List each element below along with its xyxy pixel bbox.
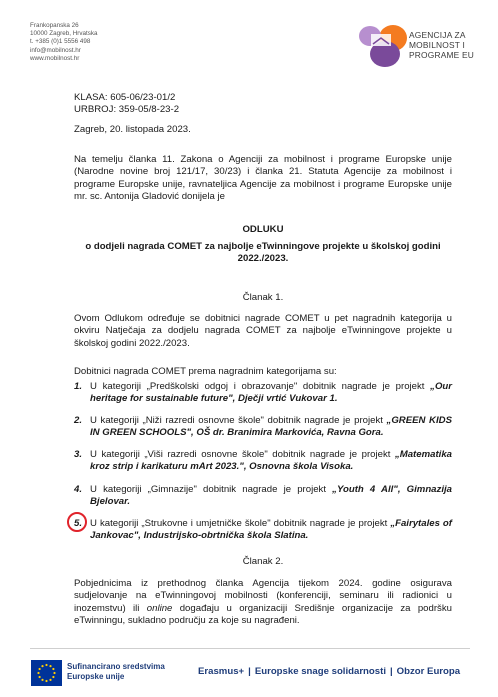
footer-divider (30, 648, 470, 649)
list-text (74, 484, 452, 509)
eu-flag-icon (31, 660, 62, 686)
document-subtitle: o dodjeli nagrada COMET za najbolje eTwinningove projekte u školskoj godini 2022./2023. (85, 241, 441, 265)
project-winner: „Our heritage for sustainable future", Dječji vrtić Vukovar 1. (90, 381, 452, 405)
list-number: 1. (74, 381, 83, 392)
red-circle-marker (67, 512, 87, 532)
list-item (74, 449, 452, 474)
category-text: U kategoriji „Predškolski odgoj i obrazovanje" dobitnik nagrade je projekt (90, 381, 431, 392)
program-erasmus: Erasmus+ (198, 666, 245, 677)
list-item (74, 415, 452, 440)
email-line: info@mobilnost.hr (30, 46, 81, 54)
phone-line: t. +385 (0)1 5556 498 (30, 38, 91, 46)
document-title: ODLUKU (242, 224, 284, 235)
document-date: Zagreb, 20. listopada 2023. (74, 124, 191, 135)
eu-text-line: Sufinancirano sredstvima (67, 662, 165, 671)
program-solidarity-corps: Europske snage solidarnosti (254, 666, 386, 677)
list-text (74, 449, 452, 474)
agency-logo-icon (357, 20, 407, 72)
category-text: U kategoriji „Viši razredi osnovne škole" dobitnik nagrade je projekt (90, 449, 395, 460)
programs-list (198, 666, 460, 677)
list-item (74, 518, 452, 543)
website-line: www.mobilnost.hr (30, 54, 80, 62)
article-1-paragraph: Ovom Odlukom određuje se dobitnici nagrade COMET u pet nagradnih kategorija u okviru Natječaja za dodjelu nagrada COMET za najbolje eTwinningove projekte u školskoj godini 2022./2023. (74, 313, 452, 349)
category-text: U kategoriji „Gimnazije" dobitnik nagrade je projekt (90, 484, 333, 495)
article-2-text: događaju u organizaciji Središnje organizacije za podršku eTwinningu, sukladno području za koje su nagrađeni. (74, 602, 452, 627)
address-line: 10000 Zagreb, Hrvatska (30, 30, 98, 38)
online-emphasis: online (146, 602, 173, 614)
article-2-text: Pobjednicima iz prethodnog članka Agencija tijekom 2024. godine osigurava sudjelovanje na eTwinningovoj mobilnosti (konferenciji, seminaru ili radionici u inozemstvu) ili (74, 578, 452, 614)
list-number: 3. (74, 449, 83, 460)
eu-text-line: Europske unije (67, 672, 125, 681)
letterhead-address (30, 22, 98, 63)
project-winner: „Youth 4 All", Gimnazija Bjelovar. (90, 484, 452, 508)
list-text (74, 381, 452, 406)
project-winner: „GREEN KIDS IN GREEN SCHOOLS", OŠ dr. Branimira Markovića, Ravna Gora. (90, 415, 452, 439)
category-text: U kategoriji „Niži razredi osnovne škole" dobitnik nagrade je projekt (90, 415, 387, 426)
separator: | (248, 666, 251, 677)
logo-line: AGENCIJA ZA (409, 30, 466, 40)
winners-intro: Dobitnici nagrada COMET prema nagradnim kategorijama su: (74, 366, 337, 377)
list-text (74, 415, 452, 440)
category-text: U kategoriji „Strukovne i umjetničke škole" dobitnik nagrade je projekt (90, 518, 391, 529)
program-horizon-europe: Obzor Europa (396, 666, 461, 677)
list-item (74, 381, 452, 406)
list-number: 4. (74, 484, 83, 495)
article-2-paragraph (74, 578, 452, 628)
article-2-heading: Članak 2. (242, 556, 284, 567)
project-winner: „Fairytales of Jankovac", Industrijsko-obrtnička škola Slatina. (90, 518, 452, 542)
address-line: Frankopanska 26 (30, 22, 79, 29)
agency-logo (357, 20, 497, 76)
list-number: 2. (74, 415, 83, 426)
klasa-number: KLASA: 605-06/23-01/2 (74, 92, 176, 103)
intro-paragraph: Na temelju članka 11. Zakona o Agenciji za mobilnost i programe Europske unije (Narodne novine broj 121/17, 30/23) i članka 21. Statuta Agencije za mobilnost i programe Europske unije, ravnateljica Agencije za mobilnost i programe Europske unije mr. sc. Antonija Gladović donijela je (74, 154, 452, 203)
eu-cofunded-label (67, 662, 165, 682)
logo-line: MOBILNOST I (409, 40, 466, 50)
agency-logo-text (409, 30, 474, 60)
logo-line: PROGRAME EU (409, 50, 475, 60)
list-item (74, 484, 452, 509)
project-winner: „Matematika kroz strip i karikaturu mArt 2023.", Osnovna škola Visoka. (90, 449, 452, 473)
list-number: 5. (74, 518, 83, 529)
urbroj-number: URBROJ: 359-05/8-23-2 (74, 104, 180, 116)
list-text (74, 518, 452, 543)
article-1-heading: Članak 1. (242, 292, 284, 303)
separator: | (389, 666, 393, 677)
reference-block (74, 92, 452, 117)
